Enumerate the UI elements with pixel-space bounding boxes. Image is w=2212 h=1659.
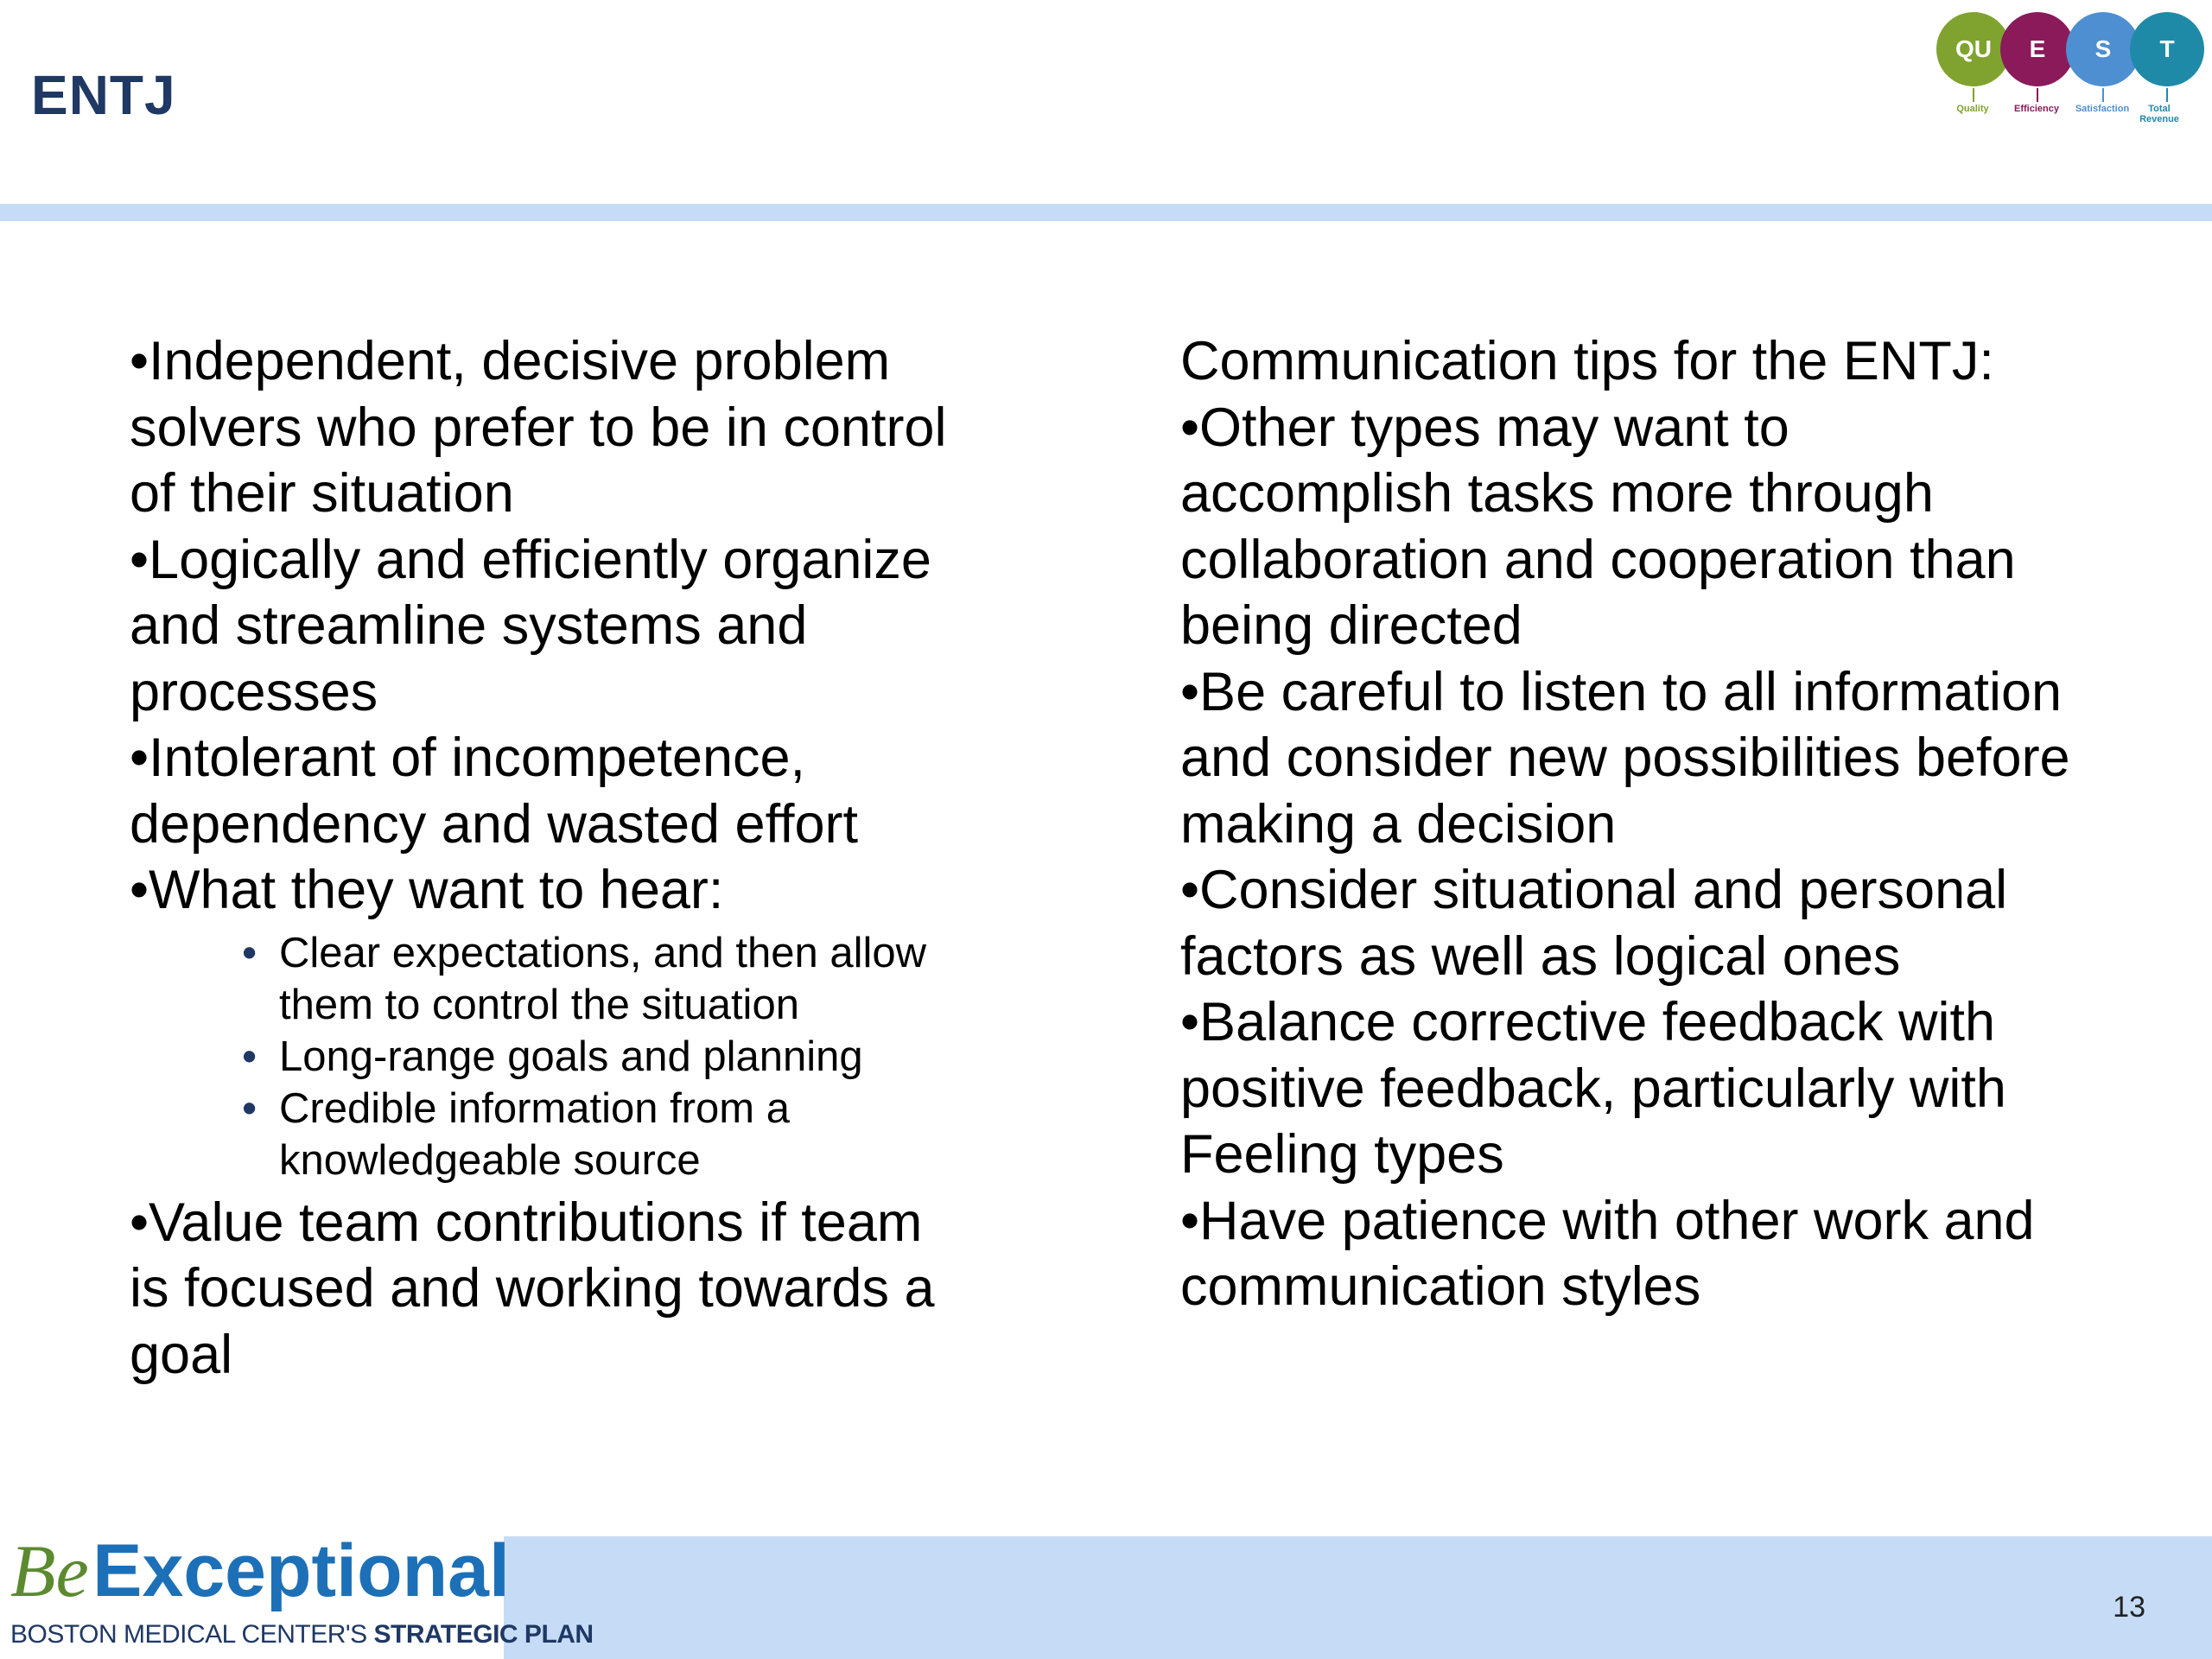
quest-tick [2166, 88, 2168, 102]
text-line: •Other types may want to [1180, 397, 1789, 458]
text-line: and consider new possibilities before [1180, 728, 2070, 788]
text-line: dependency and wasted effort [130, 793, 858, 855]
left-column [130, 328, 994, 1388]
sub-bullet-item [242, 1083, 994, 1186]
text-line: goal [130, 1324, 233, 1385]
text-line: •Consider situational and personal [1180, 860, 2008, 920]
text-line: Feeling types [1180, 1124, 1504, 1185]
text-line: processes [130, 661, 378, 722]
footer-band [504, 1536, 2212, 1659]
quest-letter: QU [1955, 35, 1992, 62]
text-line: is focused and working towards a [130, 1258, 935, 1319]
brand-tagline [10, 1620, 594, 1649]
header-rule [0, 204, 2212, 221]
text-line: •Intolerant of incompetence, [130, 728, 806, 788]
quest-caption-efficiency: Efficiency [2014, 104, 2059, 114]
quest-letter: T [2159, 35, 2175, 62]
text-line: Communication tips for the ENTJ: [1180, 331, 1994, 391]
slide-title: ENTJ [31, 64, 176, 126]
text-line: accomplish tasks more through [1180, 463, 1934, 524]
quest-tick [2037, 88, 2038, 102]
brand-tagline-bold: STRATEGIC PLAN [373, 1620, 594, 1649]
text-line: of their situation [130, 463, 514, 524]
text-line: solvers who prefer to be in control [130, 397, 947, 458]
text-line: them to control the situation [279, 981, 799, 1028]
text-line: • Clear expectations, and then allow [279, 929, 927, 976]
text-line: •Value team contributions if team [130, 1192, 923, 1253]
brand-tagline-regular: BOSTON MEDICAL CENTER'S [10, 1620, 367, 1649]
text-line: •What they want to hear: [130, 860, 724, 920]
quest-tick [2102, 88, 2104, 102]
text-line: and streamline systems and [130, 595, 808, 656]
brand-logo [5, 1529, 594, 1655]
text-line: collaboration and cooperation than [1180, 529, 2016, 590]
quest-tick [1973, 88, 1974, 102]
brand-exceptional: Exceptional [92, 1529, 510, 1612]
text-line: being directed [1180, 595, 1522, 656]
quest-logo [1923, 9, 2212, 138]
quest-caption-satisfaction: Satisfaction [2075, 104, 2130, 114]
text-line: •Independent, decisive problem [130, 331, 891, 391]
text-line: •Balance corrective feedback with [1180, 992, 1996, 1052]
quest-caption-quality: Quality [1956, 104, 1989, 114]
text-line: positive feedback, particularly with [1180, 1058, 2006, 1119]
text-line: •Have patience with other work and [1180, 1190, 2035, 1251]
quest-letter: S [2094, 35, 2112, 62]
sub-bullet-item [242, 927, 994, 1031]
right-column [1180, 328, 2131, 1320]
text-line: making a decision [1180, 793, 1617, 855]
text-line: factors as well as logical ones [1180, 925, 1901, 987]
quest-circle-efficiency [2000, 12, 2075, 86]
text-line: knowledgeable source [279, 1136, 701, 1184]
quest-letter: E [2029, 35, 2046, 62]
page-number: 13 [2113, 1591, 2145, 1624]
text-line: • Long-range goals and planning [279, 1033, 863, 1080]
brand-wordmark [10, 1529, 510, 1612]
text-line: • Credible information from a [279, 1084, 790, 1132]
text-line: •Logically and efficiently organize [130, 529, 931, 590]
quest-caption-total-revenue: Total Revenue [2139, 104, 2179, 125]
sub-bullet-item [242, 1031, 994, 1083]
brand-be: Be [10, 1529, 89, 1612]
sub-bullet-list [242, 924, 994, 1190]
text-line: •Be careful to listen to all information [1180, 661, 2063, 722]
text-line: communication styles [1180, 1256, 1701, 1317]
quest-circle-total-revenue [2130, 12, 2204, 86]
